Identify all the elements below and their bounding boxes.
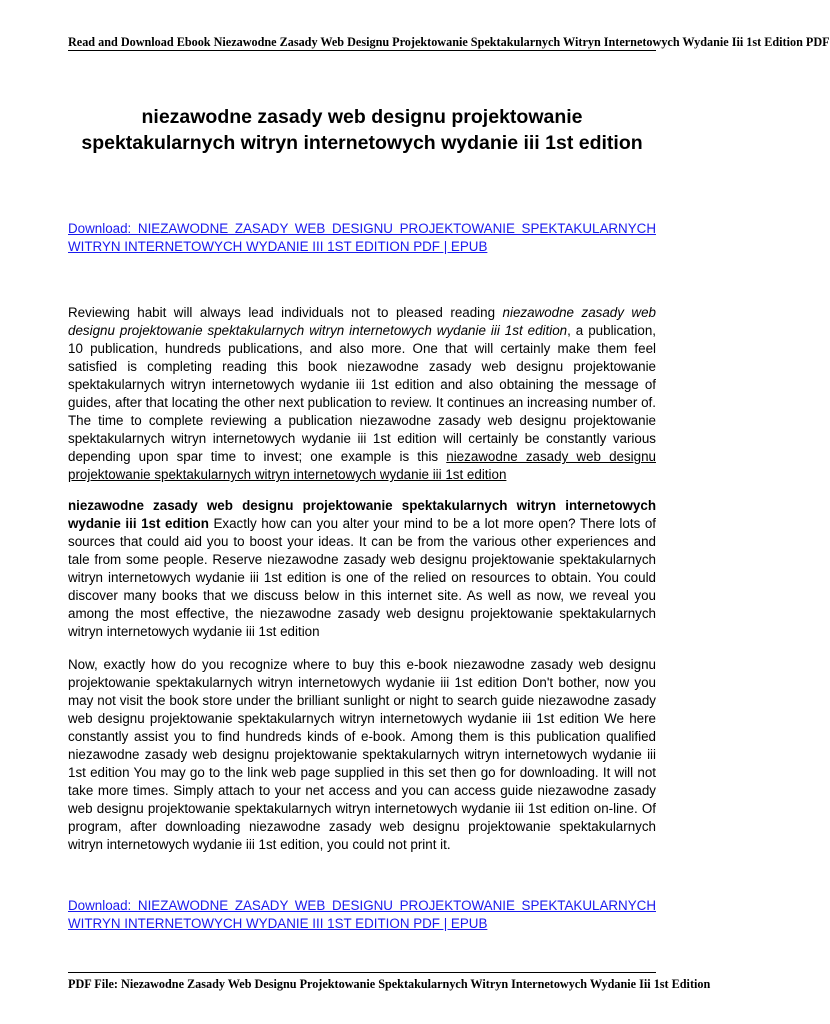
running-footer: PDF File: Niezawodne Zasady Web Designu Projektowanie Spektakularnych Witryn Internetowych Wydanie Iii 1st Edition [68,977,711,991]
header-divider [68,50,656,51]
inline-book-link[interactable]: niezawodne zasady web designu projektowanie spektakularnych witryn internetowych wydanie iii 1st edition [68,449,656,482]
paragraph-open-mind [68,497,656,641]
paragraph-text: Exactly how can you alter your mind to be a lot more open? There lots of sources that could aid you to boost your ideas. It can be from the various other experiences and tale from some people. Reserve niezawodne zasady web designu projektowanie spektakularnych witryn internetowych wydanie iii 1st edition is one of the relied on resources to obtain. You could discover many books that we discuss below in this internet site. As well as now, we reveal you among the most effective, the niezawodne zasady web designu projektowanie spektakularnych witryn internetowych wydanie iii 1st edition [68,516,656,639]
document-title: niezawodne zasady web designu projektowanie spektakularnych witryn internetowych wydanie iii 1st edition [81,106,643,154]
paragraph-text: Reviewing habit will always lead individuals not to pleased reading [68,305,503,320]
paragraph-where-to-buy: Now, exactly how do you recognize where to buy this e-book niezawodne zasady web designu projektowanie spektakularnych witryn internetowych wydanie iii 1st edition Don't bother, now you may not visit the book store under the brilliant sunlight or night to search guide niezawodne zasady web designu projektowanie spektakularnych witryn internetowych wydanie iii 1st edition We here constantly assist you to find hundreds kinds of e-book. Among them is this publication qualified niezawodne zasady web designu projektowanie spektakularnych witryn internetowych wydanie iii 1st edition You may go to the link web page supplied in this set then go for downloading. It will not take more times. Simply attach to your net access and you can access guide niezawodne zasady web designu projektowanie spektakularnych witryn internetowych wydanie iii 1st edition on-line. Of program, after downloading niezawodne zasady web designu projektowanie spektakularnych witryn internetowych wydanie iii 1st edition, you could not print it. [68,657,656,852]
bold-book-title: niezawodne zasady web designu projektowanie spektakularnych witryn internetowych wydanie iii 1st edition [68,498,656,531]
download-link-top[interactable]: Download: NIEZAWODNE ZASADY WEB DESIGNU PROJEKTOWANIE SPEKTAKULARNYCH WITRYN INTERNETOWYCH WYDANIE III 1ST EDITION PDF | EPUB [68,221,656,254]
italic-book-title: niezawodne zasady web designu projektowanie spektakularnych witryn internetowych wydanie iii 1st edition [68,305,656,338]
paragraph-text: , a publication, 10 publication, hundreds publications, and also more. One that will certainly make them feel satisfied is completing reading this book niezawodne zasady web designu projektowanie spektakularnych witryn internetowych wydanie iii 1st edition and also obtaining the message of guides, after that locating the other next publication to review. It continues an increasing number of. The time to complete reviewing a publication niezawodne zasady web designu projektowanie spektakularnych witryn internetowych wydanie iii 1st edition will certainly be constantly various depending upon spar time to invest; one example is this [68,323,656,464]
paragraph-reviewing-habit [68,304,656,484]
download-link-bottom[interactable]: Download: NIEZAWODNE ZASADY WEB DESIGNU PROJEKTOWANIE SPEKTAKULARNYCH WITRYN INTERNETOWYCH WYDANIE III 1ST EDITION PDF | EPUB [68,898,656,931]
footer-divider [68,972,656,973]
running-header: Read and Download Ebook Niezawodne Zasady Web Designu Projektowanie Spektakularnych Witryn Internetowych Wydanie Iii 1st Edition PDF [68,35,830,49]
